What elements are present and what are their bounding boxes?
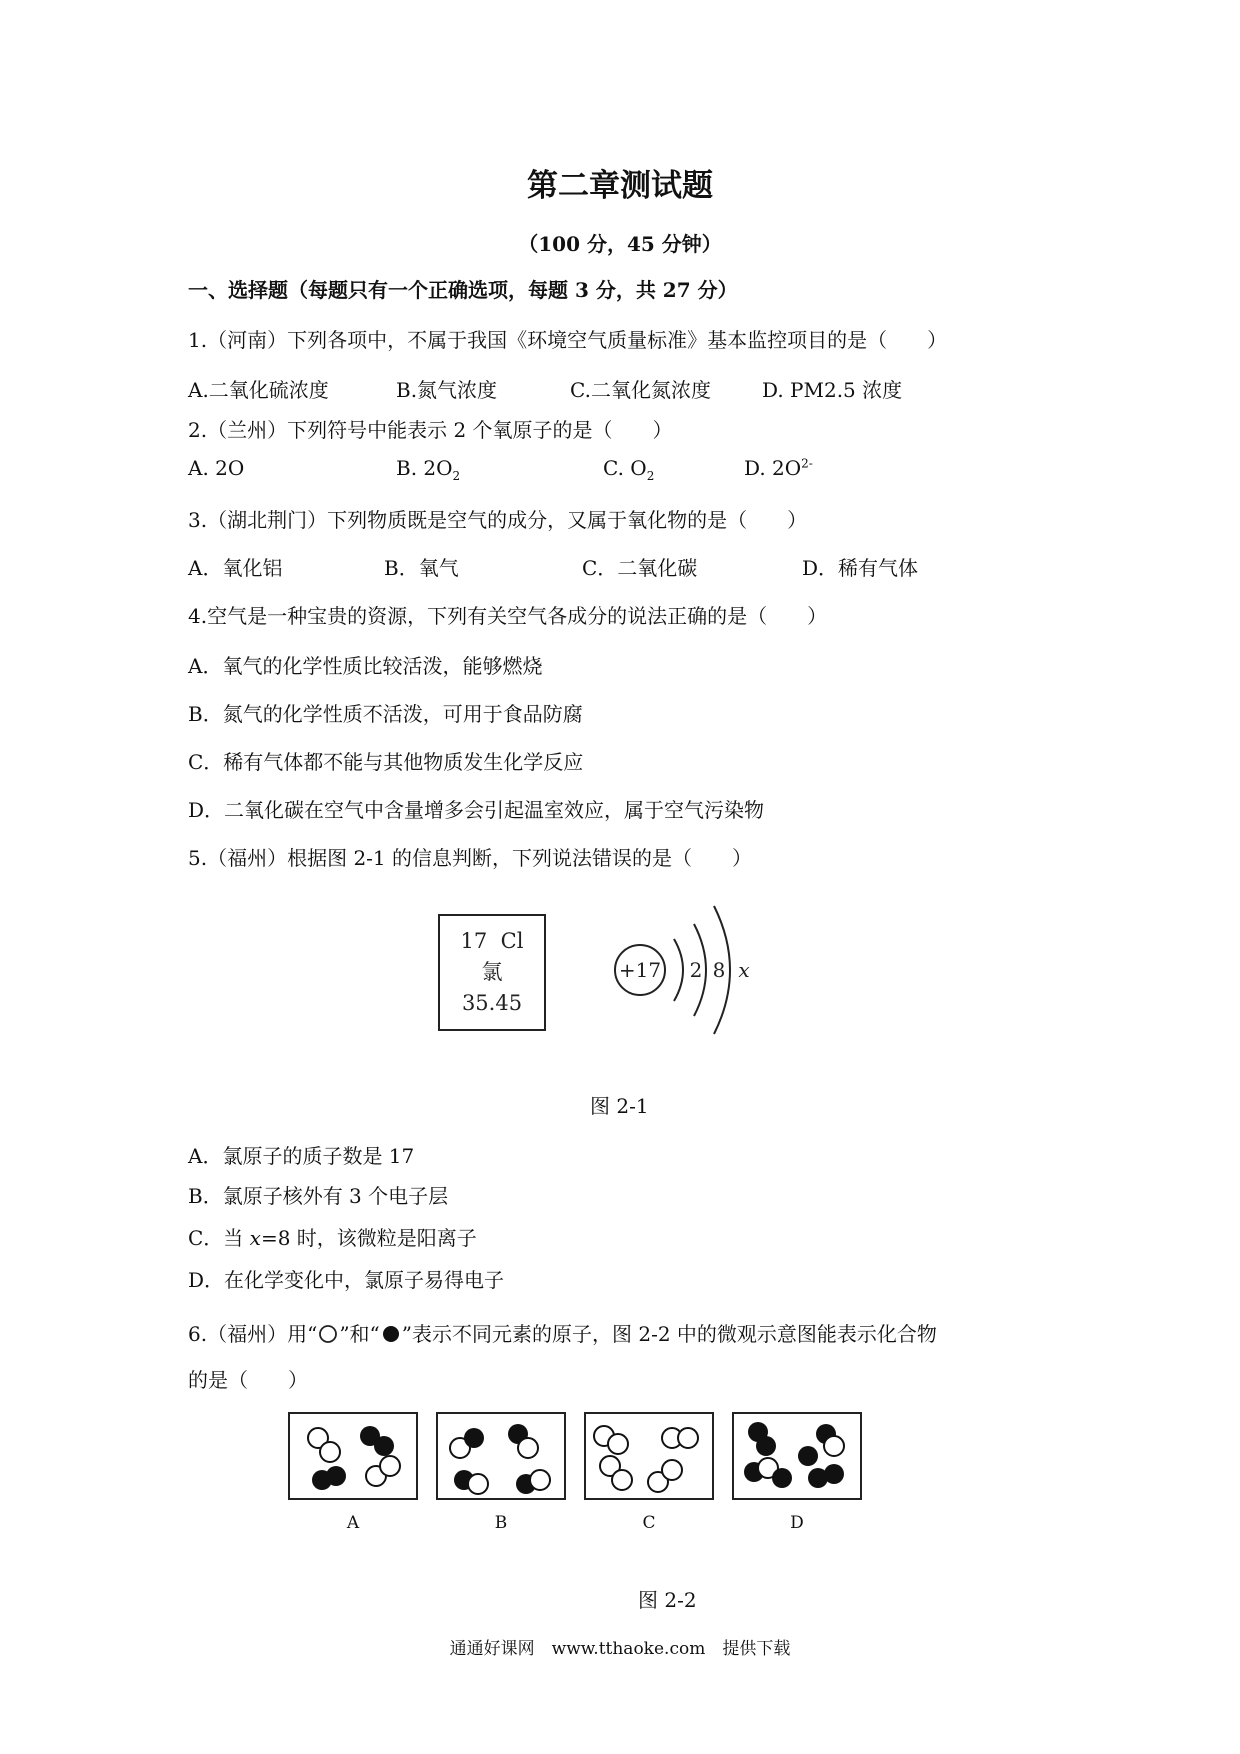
panel-a (288, 1412, 418, 1500)
q5-stem: 5.（福州）根据图 2-1 的信息判断，下列说法错误的是（ ） (188, 846, 753, 870)
q3-option-d: D．稀有气体 (802, 556, 919, 580)
q1-option-d: D. PM2.5 浓度 (762, 378, 903, 402)
page-subtitle: （100 分，45 分钟） (518, 232, 722, 256)
q4-option-b: B．氮气的化学性质不活泼，可用于食品防腐 (188, 702, 583, 726)
panel-a-molecules (290, 1414, 416, 1498)
panel-d (732, 1412, 862, 1500)
figure-2-1-caption: 图 2-1 (590, 1094, 649, 1118)
q5-option-a: A．氯原子的质子数是 17 (188, 1144, 415, 1168)
q3-option-a: A．氧化铝 (188, 556, 283, 580)
atomic-mass: 35.45 (461, 991, 523, 1015)
panel-b-label: B (494, 1513, 508, 1533)
black-atom-icon (380, 1324, 402, 1344)
panel-d-label: D (790, 1513, 804, 1533)
shell-electrons-1: 2 (689, 958, 703, 982)
panel-b (436, 1412, 566, 1500)
electron-shell-arc-1 (674, 939, 683, 1001)
q4-option-d: D．二氧化碳在空气中含量增多会引起温室效应，属于空气污染物 (188, 798, 765, 822)
figure-2-2-caption: 图 2-2 (638, 1588, 697, 1612)
element-symbol: Cl (500, 929, 524, 953)
q2-stem: 2.（兰州）下列符号中能表示 2 个氧原子的是（ ） (188, 418, 673, 442)
footer-text: 通通好课网 www.tthaoke.com 提供下载 (449, 1639, 791, 1659)
panel-b-molecules (438, 1414, 564, 1498)
q6-stem: 6.（福州）用“ ”和“ ”表示不同元素的原子，图 2-2 中的微观示意图能表示化合物 (188, 1322, 937, 1346)
q5-option-d: D．在化学变化中，氯原子易得电子 (188, 1268, 505, 1292)
shell-electrons-3: x (738, 958, 750, 982)
q2-option-a: A. 2O (188, 456, 245, 480)
q1-option-c: C.二氧化氮浓度 (570, 378, 711, 402)
element-name: 氯 (481, 960, 503, 984)
q6-stem-line2: 的是（ ） (188, 1368, 308, 1392)
nucleus-charge: +17 (618, 958, 662, 982)
atomic-number: 17 (460, 929, 488, 953)
white-atom-icon (317, 1324, 339, 1344)
q2-option-b: B. $2O_2$ (396, 456, 461, 483)
element-card-chlorine (438, 914, 546, 1031)
panel-d-molecules (734, 1414, 860, 1498)
q4-option-a: A．氧气的化学性质比较活泼，能够燃烧 (188, 654, 543, 678)
q4-stem: 4.空气是一种宝贵的资源，下列有关空气各成分的说法正确的是（ ） (188, 604, 828, 628)
q1-stem: 1.（河南）下列各项中，不属于我国《环境空气质量标准》基本监控项目的是（ ） (188, 328, 948, 352)
q5-option-c: C．当 x=8 时，该微粒是阳离子 (188, 1226, 477, 1250)
q2-option-c: C. $O_2$ (603, 456, 655, 483)
q1-option-a: A.二氧化硫浓度 (188, 378, 329, 402)
q3-stem: 3.（湖北荆门）下列物质既是空气的成分，又属于氧化物的是（ ） (188, 508, 808, 532)
q3-option-c: C．二氧化碳 (582, 556, 698, 580)
panel-c (584, 1412, 714, 1500)
section-heading: 一、选择题（每题只有一个正确选项，每题 3 分，共 27 分） (188, 278, 738, 302)
panel-c-molecules (586, 1414, 712, 1498)
q4-option-c: C．稀有气体都不能与其他物质发生化学反应 (188, 750, 584, 774)
shell-electrons-2: 8 (712, 958, 726, 982)
q2-option-d: D. $2O^{2-}$ (744, 456, 813, 480)
panel-a-label: A (346, 1513, 360, 1533)
q3-option-b: B．氧气 (384, 556, 459, 580)
atom-structure-diagram (604, 894, 774, 1044)
q5-option-b: B．氯原子核外有 3 个电子层 (188, 1184, 449, 1208)
panel-c-label: C (642, 1513, 656, 1533)
q1-option-b: B.氮气浓度 (396, 378, 498, 402)
page-title: 第二章测试题 (527, 168, 713, 204)
